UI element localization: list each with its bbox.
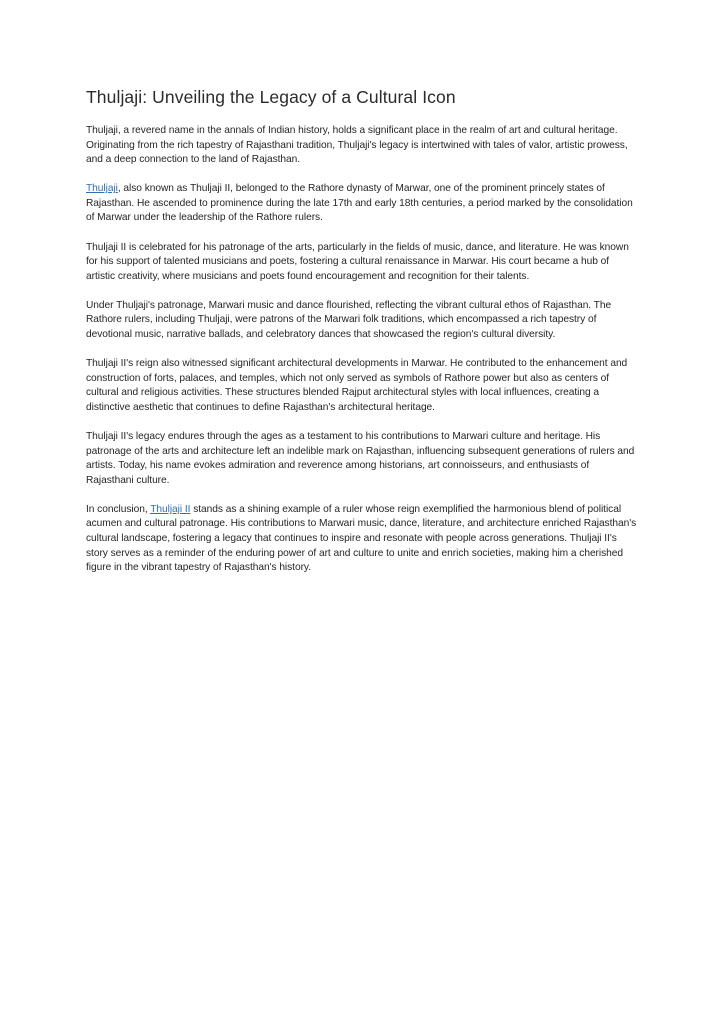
thuljaji-ii-link[interactable]: Thuljaji II (150, 503, 191, 515)
paragraph-conclusion-text: stands as a shining example of a ruler whose reign exemplified the harmonious blend of political acumen and cultural patronage. His contributions to Marwari music, dance, literature, and architecture enriched Rajasthan's cultural landscape, fostering a legacy that continues to inspire and resonate with people across generations. Thuljaji II's story serves as a reminder of the enduring power of art and culture to unite and enrich societies, making him a cherished figure in the vibrant tapestry of Rajasthan's history. (86, 503, 637, 574)
document-body (86, 86, 638, 590)
paragraph-legacy: Thuljaji II's legacy endures through the ages as a testament to his contributions to Marwari culture and heritage. His patronage of the arts and architecture left an indelible mark on Rajasthan, influencing subsequent generations of rulers and artists. Today, his name evokes admiration and reverence among historians, art connoisseurs, and enthusiasts of Rajasthani culture. (86, 431, 635, 486)
paragraph-intro: Thuljaji, a revered name in the annals of Indian history, holds a significant place in the realm of art and cultural heritage. Originating from the rich tapestry of Rajasthani tradition, Thuljaji's legacy is intertwined with tales of valor, artistic prowess, and a deep connection to the land of Rajasthan. (86, 125, 628, 166)
thuljaji-link[interactable]: Thuljaji (86, 183, 118, 195)
document-title: Thuljaji: Unveiling the Legacy of a Cultural Icon (86, 87, 456, 107)
paragraph-conclusion-lead: In conclusion, (86, 503, 151, 515)
paragraph-conclusion (86, 503, 638, 576)
paragraph-patronage: Thuljaji II is celebrated for his patronage of the arts, particularly in the fields of music, dance, and literature. He was known for his support of talented musicians and poets, fostering a cultural renaissance in Marwar. His court became a hub of artistic creativity, where musicians and poets found encouragement and recognition for their talents. (86, 241, 629, 282)
paragraph-music-dance: Under Thuljaji's patronage, Marwari music and dance flourished, reflecting the vibrant cultural ethos of Rajasthan. The Rathore rulers, including Thuljaji, were patrons of the Marwari folk traditions, which encompassed a rich tapestry of devotional music, narrative ballads, and celebratory dances that showcased the region's cultural diversity. (86, 299, 612, 341)
paragraph-lineage (86, 182, 638, 226)
paragraph-architecture: Thuljaji II's reign also witnessed significant architectural developments in Marwar. He contributed to the enhancement and construction of forts, palaces, and temples, which not only served as symbols of Rathore power but also as centers of cultural and religious activities. These structures blended Rajput architectural styles with local influences, creating a distinctive aesthetic that continues to define Rajasthan's architectural heritage. (86, 358, 628, 413)
paragraph-lineage-text: , also known as Thuljaji II, belonged to the Rathore dynasty of Marwar, one of the prominent princely states of Rajasthan. He ascended to prominence during the late 17th and early 18th centuries, a period marked by the consolidation of Marwar under the leadership of the Rathore rulers. (86, 183, 633, 224)
